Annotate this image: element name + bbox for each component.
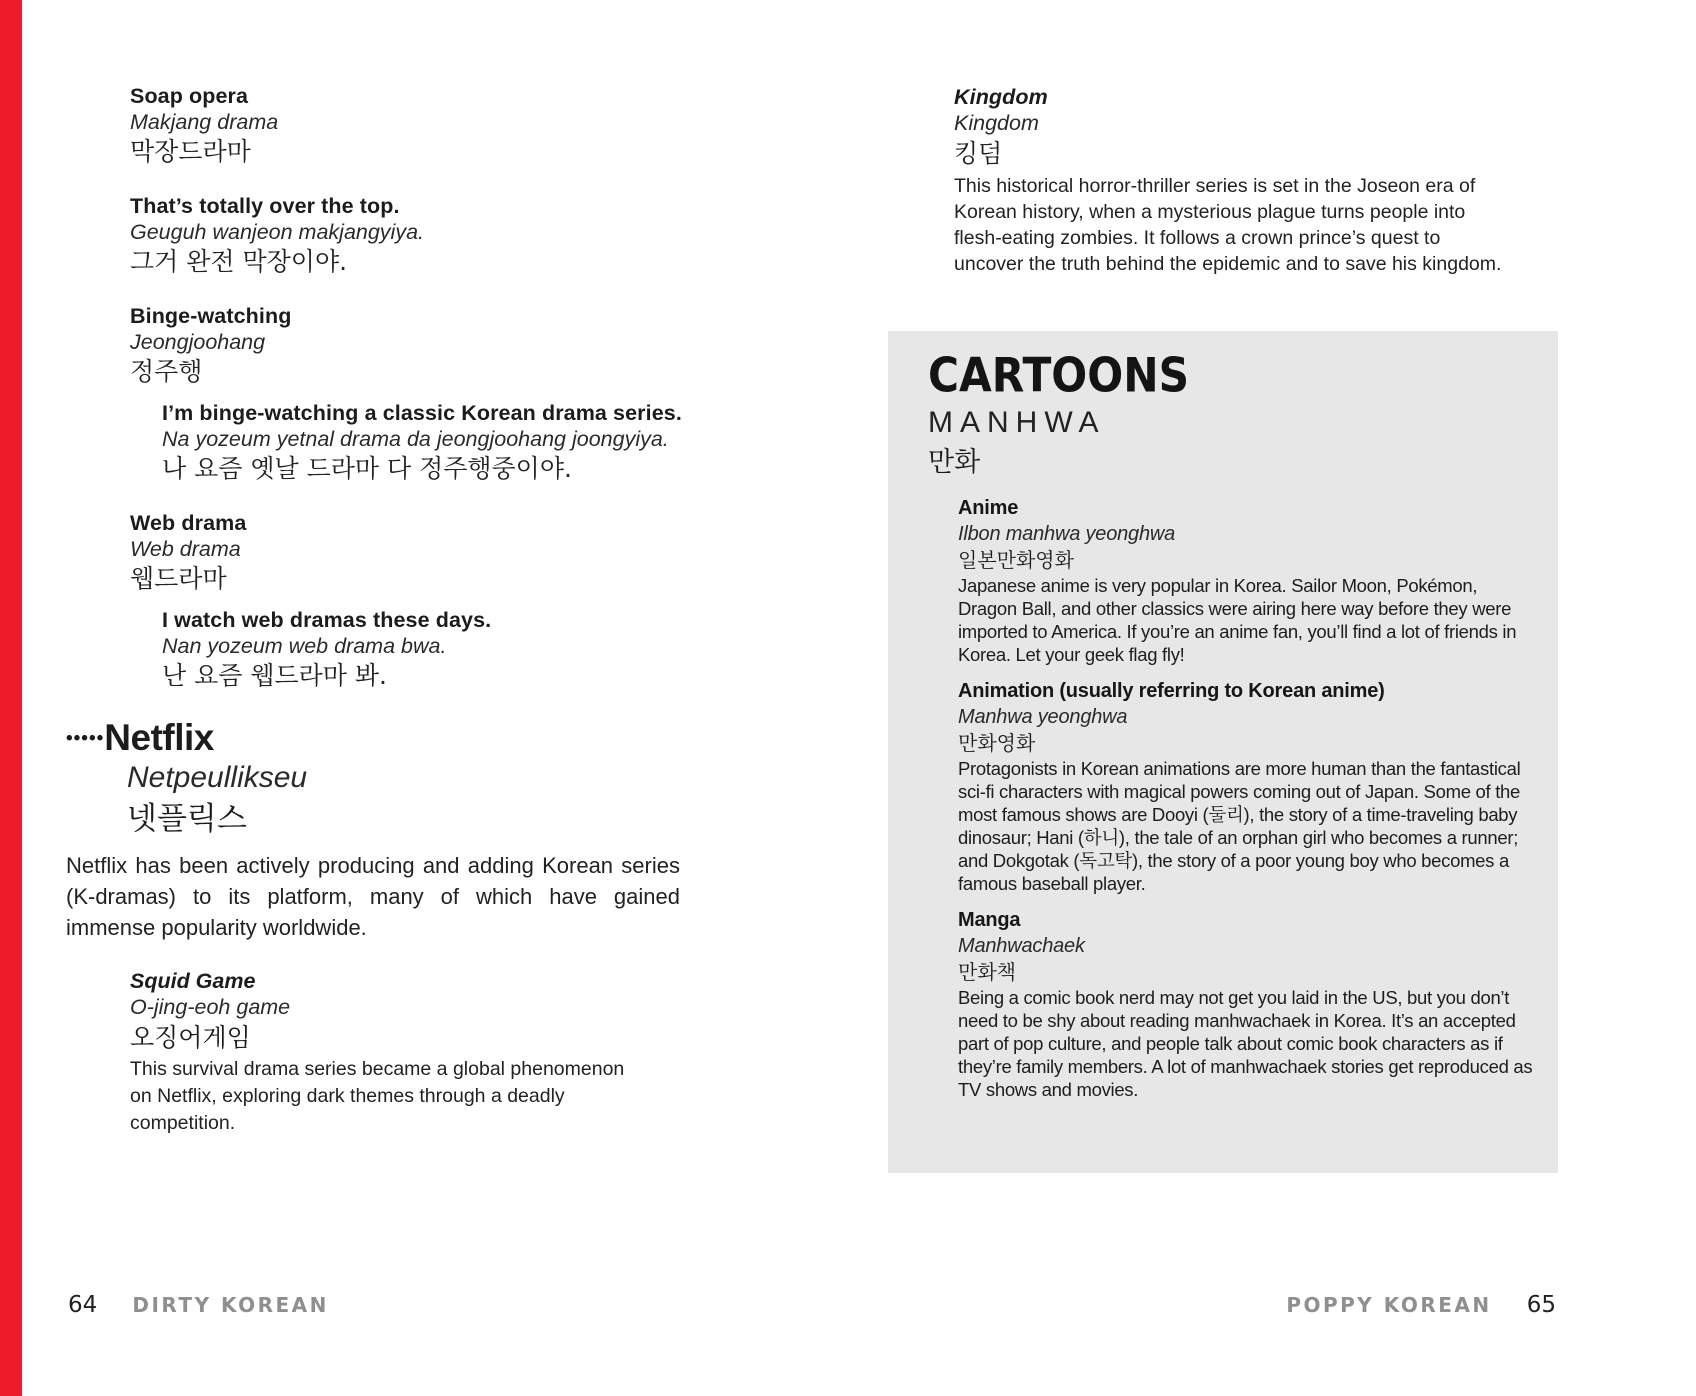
phrase-hangul: 막장드라마 — [130, 137, 251, 166]
phrase-english: Web drama — [130, 511, 247, 535]
page-left — [66, 84, 706, 1137]
term-description: Protagonists in Korean animations are more human than the fantastical sci-fi characters with magical powers coming out of Japan. Some of the most famous shows are Dooyi (둘리), the story of a time-traveling baby dinosaur; Hani (하니), the tale of an orphan girl who becomes a runner; and Dokgotak (독고탁), the story of a poor young boy who becomes a famous baseball player. — [958, 758, 1521, 894]
cartoons-box-title: CARTOONS — [928, 347, 1190, 404]
show-hangul: 킹덤 — [954, 139, 1003, 168]
phrase-hangul: 그거 완전 막장이야. — [130, 247, 348, 276]
show-title: Kingdom — [954, 85, 1048, 109]
page-edge-strip — [0, 0, 22, 1396]
show-entry-kingdom — [954, 84, 1558, 277]
show-romanization: Kingdom — [954, 111, 1039, 135]
netflix-section-title — [66, 718, 706, 759]
phrase-romanization: Makjang drama — [130, 110, 279, 134]
page-number: 64 — [68, 1292, 98, 1318]
show-hangul: 오징어게임 — [130, 1023, 251, 1052]
cartoons-box-hangul: 만화 — [928, 447, 981, 478]
term-english: Manga — [958, 909, 1021, 931]
phrase-romanization: Geuguh wanjeon makjangyiya. — [130, 220, 425, 244]
footer-left — [68, 1292, 329, 1318]
page-number: 65 — [1526, 1292, 1556, 1318]
phrase-english: Soap opera — [130, 84, 249, 108]
term-hangul: 만화책 — [958, 960, 1016, 984]
phrase-romanization: Jeongjoohang — [130, 330, 266, 354]
netflix-romanization: Netpeullikseu — [127, 761, 308, 794]
term-hangul: 만화영화 — [958, 731, 1036, 755]
show-description: This historical horror-thriller series is set in the Joseon era of Korean history, when a mysterious plague turns people into flesh-eating zombies. It follows a crown prince’s quest to uncover the truth behind the epidemic and to save his kingdom. — [954, 175, 1502, 275]
phrase-romanization: Web drama — [130, 537, 241, 561]
term-romanization: Manhwa yeonghwa — [958, 706, 1128, 728]
phrase-entry-web-drama-example — [162, 608, 706, 692]
phrase-entry-soap-opera — [130, 84, 706, 168]
term-english: Anime — [958, 497, 1019, 519]
netflix-description: Netflix has been actively producing and adding Korean series (K-dramas) to its platform, many of which have gained immense popularity worldwide. — [66, 853, 680, 940]
phrase-entry-over-the-top — [130, 194, 706, 278]
phrase-english: I watch web dramas these days. — [162, 608, 492, 632]
box-entry-manga — [958, 907, 1533, 1101]
phrase-entry-binge-example — [162, 401, 706, 485]
phrase-english: That’s totally over the top. — [130, 194, 400, 218]
phrase-english: I’m binge-watching a classic Korean drama series. — [162, 401, 682, 425]
book-title: POPPY KOREAN — [1286, 1293, 1492, 1317]
phrase-hangul: 정주행 — [130, 357, 203, 386]
netflix-hangul: 넷플릭스 — [127, 801, 247, 837]
book-title: DIRTY KOREAN — [132, 1293, 329, 1317]
footer-right — [1286, 1292, 1556, 1318]
box-entry-anime — [958, 495, 1530, 666]
term-romanization: Ilbon manhwa yeonghwa — [958, 523, 1176, 545]
term-english: Animation (usually referring to Korean anime) — [958, 680, 1385, 702]
phrase-romanization: Nan yozeum web drama bwa. — [162, 634, 447, 658]
cartoons-box — [888, 331, 1558, 1173]
term-description: Japanese anime is very popular in Korea. Sailor Moon, Pokémon, Dragon Ball, and other classics were airing here way before they were imported to America. If you’re an anime fan, you’ll find a lot of friends in Korea. Let your geek flag fly! — [958, 575, 1517, 665]
phrase-entry-web-drama — [130, 511, 706, 595]
phrase-romanization: Na yozeum yetnal drama da jeongjoohang joongyiya. — [162, 427, 669, 451]
show-entry-squid-game — [130, 968, 706, 1137]
term-romanization: Manhwachaek — [958, 935, 1085, 957]
box-entry-animation — [958, 678, 1530, 895]
phrase-hangul: 나 요즘 옛날 드라마 다 정주행중이야. — [162, 454, 572, 483]
netflix-section — [66, 718, 706, 943]
show-romanization: O-jing-eoh game — [130, 995, 291, 1019]
phrase-hangul: 웹드라마 — [130, 564, 227, 593]
page-right — [888, 84, 1558, 1173]
show-description: This survival drama series became a global phenomenon on Netflix, exploring dark themes through a deadly competition. — [130, 1058, 625, 1134]
term-hangul: 일본만화영화 — [958, 548, 1074, 572]
leader-dots: ••••• — [66, 728, 105, 749]
show-title: Squid Game — [130, 969, 256, 993]
phrase-hangul: 난 요즘 웹드라마 봐. — [162, 661, 387, 690]
phrase-entry-binge-watching — [130, 304, 706, 388]
term-description: Being a comic book nerd may not get you laid in the US, but you don’t need to be shy about reading manhwachaek in Korea. It’s an accepted part of pop culture, and people talk about comic book characters as if they’re family members. A lot of manhwachaek stories get reproduced as TV shows and movies. — [958, 987, 1533, 1100]
cartoons-box-subtitle: MANHWA — [928, 406, 1106, 439]
phrase-entries — [130, 84, 706, 692]
phrase-english: Binge-watching — [130, 304, 292, 328]
netflix-title-text: Netflix — [104, 717, 214, 758]
